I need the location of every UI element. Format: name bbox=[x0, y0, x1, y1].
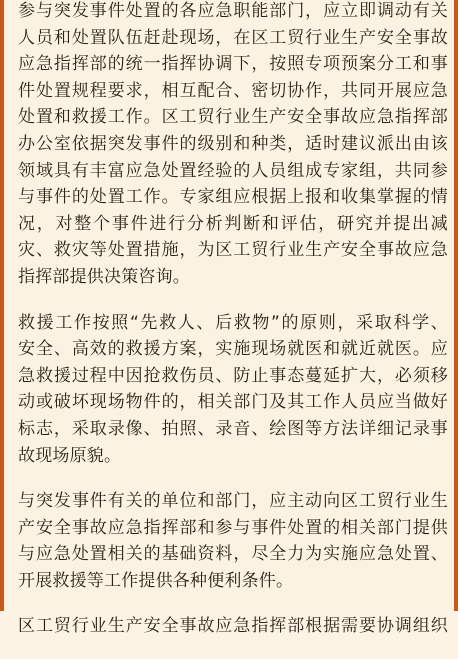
text-line: 与突发事件有关的单位和部门，应主动向区工贸行业生 bbox=[18, 491, 448, 512]
text-line: 标志，采取录像、拍照、录音、绘图等方法详细记录事 bbox=[18, 418, 448, 439]
text-line: 产安全事故应急指挥部和参与事件处置的相关部门提供 bbox=[18, 517, 448, 538]
paragraph-3 bbox=[18, 488, 448, 594]
text-line: 件处置规程要求，相互配合、密切协作，共同开展应急 bbox=[18, 80, 448, 101]
text-line: 况，对整个事件进行分析判断和评估，研究并提出减 bbox=[18, 213, 448, 234]
text-line: 指挥部提供决策咨询。 bbox=[18, 266, 190, 287]
text-line: 安全、高效的救援方案，实施现场就医和就近就医。应 bbox=[18, 339, 448, 360]
text-line: 救援工作按照“先救人、后救物”的原则，采取科学、 bbox=[18, 312, 448, 333]
text-line: 领域具有丰富应急处置经验的人员组成专家组，共同参 bbox=[18, 160, 448, 181]
text-line: 开展救援等工作提供各种便利条件。 bbox=[18, 570, 294, 591]
text-line: 急救援过程中因抢救伤员、防止事态蔓延扩大，必须移 bbox=[18, 365, 448, 386]
text-line: 故现场原貌。 bbox=[18, 445, 122, 466]
text-line: 灾、救灾等处置措施，为区工贸行业生产安全事故应急 bbox=[18, 240, 448, 261]
text-line: 人员和处置队伍赶赴现场，在区工贸行业生产安全事故 bbox=[18, 27, 448, 48]
document-body bbox=[18, 0, 448, 659]
text-line: 应急指挥部的统一指挥协调下，按照专项预案分工和事 bbox=[18, 54, 448, 75]
text-line: 动或破坏现场物件的，相关部门及其工作人员应当做好 bbox=[18, 392, 448, 413]
text-line: 办公室依据突发事件的级别和种类，适时建议派出由该 bbox=[18, 133, 448, 154]
text-line: 与应急处置相关的基础资料，尽全力为实施应急处置、 bbox=[18, 544, 448, 565]
paragraph-1 bbox=[18, 0, 448, 291]
text-line: 处置和救援工作。区工贸行业生产安全事故应急指挥部 bbox=[18, 107, 448, 128]
text-line: 区工贸行业生产安全事故应急指挥部根据需要协调组织 bbox=[18, 616, 448, 637]
text-line: 参与突发事件处置的各应急职能部门，应立即调动有关 bbox=[18, 1, 448, 21]
text-line: 与事件的处置工作。专家组应根据上报和收集掌握的情 bbox=[18, 187, 448, 208]
paragraph-4 bbox=[18, 613, 448, 640]
paragraph-2 bbox=[18, 310, 448, 470]
